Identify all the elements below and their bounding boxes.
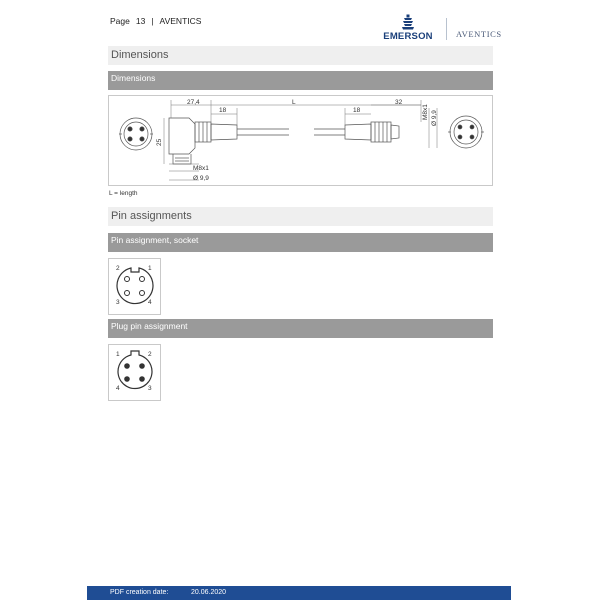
- socket-pin-diagram-frame: [108, 258, 161, 315]
- socket-pin-4-label: 4: [148, 299, 152, 306]
- emerson-emblem-icon: [400, 14, 416, 30]
- footer-creation-date: 20.06.2020: [191, 589, 227, 596]
- emerson-logo-text: EMERSON: [383, 31, 433, 42]
- socket-pin-bar-heading: Pin assignment, socket: [108, 233, 493, 252]
- dim-m8-right: M8x1: [422, 104, 429, 120]
- dim-18-left: 18: [219, 107, 227, 114]
- page-header: [110, 16, 207, 26]
- page-label: Page: [110, 16, 130, 26]
- dimension-drawing: [109, 96, 492, 185]
- dim-27-4: 27,4: [187, 99, 200, 106]
- dimensions-bar-heading: Dimensions: [108, 71, 493, 90]
- dim-dia-left: Ø 9,9: [193, 175, 209, 182]
- dim-length: L: [292, 99, 296, 106]
- plug-pin-diagram: [109, 345, 160, 400]
- plug-pin-3-label: 3: [148, 385, 152, 392]
- plug-pin-bar-heading: Plug pin assignment: [108, 319, 493, 338]
- dimensions-section-heading: Dimensions: [108, 46, 493, 65]
- socket-pin-1-label: 1: [148, 265, 152, 272]
- plug-pin-4-label: 4: [116, 385, 120, 392]
- footer-bar: [87, 586, 511, 600]
- logo-divider: [446, 18, 447, 40]
- length-note: L = length: [109, 190, 138, 197]
- header-brand: AVENTICS: [159, 16, 202, 26]
- footer-creation-label: PDF creation date:: [110, 589, 169, 596]
- pin-assignments-section-heading: Pin assignments: [108, 207, 493, 226]
- dimension-drawing-frame: [108, 95, 493, 186]
- aventics-logo: AVENTICS: [456, 29, 502, 39]
- dim-m8-left: M8x1: [193, 165, 209, 172]
- dim-dia-right: Ø 9,9: [431, 110, 438, 126]
- plug-pin-diagram-frame: [108, 344, 161, 401]
- header-separator: |: [151, 16, 154, 26]
- dim-25: 25: [156, 138, 163, 146]
- socket-pin-diagram: [109, 259, 160, 314]
- dim-18-right: 18: [353, 107, 361, 114]
- dim-32: 32: [395, 99, 403, 106]
- socket-pin-2-label: 2: [116, 265, 120, 272]
- plug-pin-2-label: 2: [148, 351, 152, 358]
- socket-pin-3-label: 3: [116, 299, 120, 306]
- emerson-logo: [378, 14, 438, 42]
- plug-pin-1-label: 1: [116, 351, 120, 358]
- page-number: 13: [135, 16, 146, 26]
